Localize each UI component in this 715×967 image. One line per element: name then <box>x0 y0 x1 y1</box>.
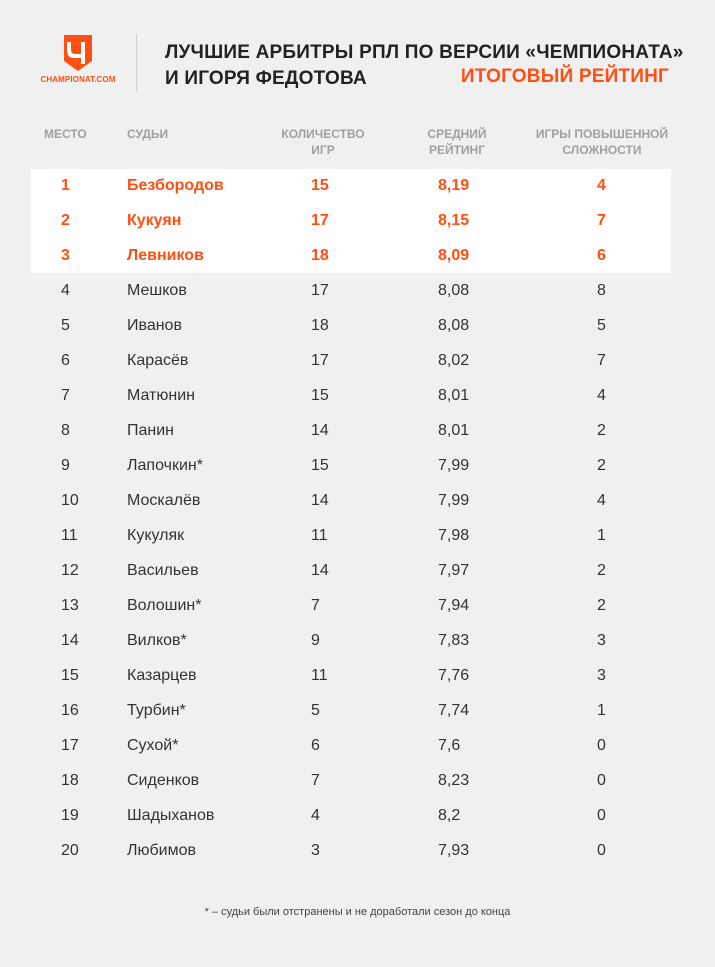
cell-games: 7 <box>311 772 320 789</box>
cell-rating: 8,23 <box>438 772 470 789</box>
cell-rating: 8,15 <box>438 212 470 229</box>
cell-judge: Волошин* <box>127 597 202 614</box>
championat-logo <box>40 34 116 84</box>
cell-hard-games: 2 <box>597 562 606 579</box>
cell-judge: Вилков* <box>127 632 187 649</box>
cell-hard-games: 4 <box>597 492 606 509</box>
cell-place: 6 <box>61 352 70 369</box>
cell-games: 18 <box>311 317 329 334</box>
table-row <box>0 658 715 693</box>
cell-judge: Турбин* <box>127 702 186 719</box>
cell-games: 15 <box>311 387 329 404</box>
cell-hard-games: 2 <box>597 597 606 614</box>
cell-games: 18 <box>311 247 329 264</box>
cell-hard-games: 8 <box>597 282 606 299</box>
table-row <box>0 728 715 763</box>
table-row <box>0 203 715 238</box>
cell-games: 6 <box>311 737 320 754</box>
table-row <box>0 413 715 448</box>
column-header-hard-games <box>530 126 674 158</box>
cell-rating: 7,74 <box>438 702 470 719</box>
cell-judge: Сухой* <box>127 737 179 754</box>
cell-judge: Москалёв <box>127 492 201 509</box>
cell-judge: Безбородов <box>127 177 224 194</box>
championat-logo-icon <box>61 34 95 72</box>
cell-rating: 7,93 <box>438 842 470 859</box>
cell-hard-games: 4 <box>597 177 606 194</box>
cell-hard-games: 0 <box>597 772 606 789</box>
cell-place: 9 <box>61 457 70 474</box>
cell-judge: Казарцев <box>127 667 197 684</box>
ratings-table <box>0 168 715 868</box>
cell-games: 14 <box>311 422 329 439</box>
cell-judge: Любимов <box>127 842 196 859</box>
column-header-games-line1: КОЛИЧЕСТВО <box>281 127 365 141</box>
column-header-games <box>272 126 374 158</box>
cell-games: 7 <box>311 597 320 614</box>
table-row <box>0 168 715 203</box>
cell-rating: 8,2 <box>438 807 461 824</box>
cell-judge: Лапочкин* <box>127 457 203 474</box>
table-row <box>0 763 715 798</box>
table-row <box>0 623 715 658</box>
cell-rating: 7,98 <box>438 527 470 544</box>
cell-hard-games: 3 <box>597 632 606 649</box>
table-row <box>0 518 715 553</box>
cell-judge: Иванов <box>127 317 182 334</box>
cell-rating: 7,83 <box>438 632 470 649</box>
column-header-games-line2: ИГР <box>311 143 335 157</box>
cell-hard-games: 1 <box>597 527 606 544</box>
cell-games: 3 <box>311 842 320 859</box>
cell-place: 3 <box>61 247 70 264</box>
cell-place: 19 <box>61 807 79 824</box>
cell-hard-games: 3 <box>597 667 606 684</box>
table-row <box>0 553 715 588</box>
cell-place: 13 <box>61 597 79 614</box>
cell-hard-games: 7 <box>597 212 606 229</box>
cell-games: 14 <box>311 562 329 579</box>
cell-rating: 8,09 <box>438 247 470 264</box>
cell-rating: 7,6 <box>438 737 461 754</box>
cell-place: 16 <box>61 702 79 719</box>
cell-place: 17 <box>61 737 79 754</box>
cell-games: 9 <box>311 632 320 649</box>
cell-hard-games: 0 <box>597 807 606 824</box>
cell-judge: Сиденков <box>127 772 200 789</box>
header-divider <box>136 34 137 92</box>
cell-hard-games: 0 <box>597 842 606 859</box>
cell-place: 18 <box>61 772 79 789</box>
table-row <box>0 343 715 378</box>
title-line-1: ЛУЧШИЕ АРБИТРЫ РПЛ ПО ВЕРСИИ «ЧЕМПИОНАТА» <box>165 42 684 63</box>
cell-hard-games: 1 <box>597 702 606 719</box>
table-row <box>0 588 715 623</box>
page-subtitle: ИТОГОВЫЙ РЕЙТИНГ <box>460 66 669 87</box>
cell-rating: 8,19 <box>438 177 470 194</box>
cell-place: 11 <box>61 527 78 544</box>
cell-place: 12 <box>61 562 79 579</box>
table-row <box>0 308 715 343</box>
column-header-hard-line2: СЛОЖНОСТИ <box>562 143 642 157</box>
cell-games: 11 <box>311 527 328 544</box>
table-row <box>0 833 715 868</box>
column-header-rating-line1: СРЕДНИЙ <box>427 127 487 141</box>
cell-hard-games: 0 <box>597 737 606 754</box>
cell-hard-games: 2 <box>597 422 606 439</box>
cell-games: 15 <box>311 177 329 194</box>
cell-rating: 8,02 <box>438 352 470 369</box>
table-row <box>0 273 715 308</box>
cell-games: 15 <box>311 457 329 474</box>
column-header-rating <box>412 126 502 158</box>
column-header-place: МЕСТО <box>44 127 87 141</box>
cell-rating: 7,94 <box>438 597 470 614</box>
column-header-hard-line1: ИГРЫ ПОВЫШЕННОЙ <box>535 127 669 141</box>
footnote: * – судьи были отстранены и не доработали сезон до конца <box>204 906 511 918</box>
cell-place: 5 <box>61 317 70 334</box>
cell-place: 2 <box>61 212 70 229</box>
cell-judge: Панин <box>127 422 175 439</box>
cell-judge: Карасёв <box>127 352 189 369</box>
cell-judge: Кукуляк <box>127 527 185 544</box>
table-row <box>0 483 715 518</box>
cell-games: 5 <box>311 702 320 719</box>
cell-judge: Мешков <box>127 282 187 299</box>
cell-judge: Левников <box>127 247 204 264</box>
logo-text: CHAMPIONAT.COM <box>40 75 116 84</box>
cell-place: 8 <box>61 422 70 439</box>
cell-place: 15 <box>61 667 79 684</box>
cell-place: 4 <box>61 282 70 299</box>
title-line-2: И ИГОРЯ ФЕДОТОВА <box>165 68 367 89</box>
cell-place: 7 <box>61 387 70 404</box>
cell-place: 20 <box>61 842 79 859</box>
table-row <box>0 693 715 728</box>
cell-rating: 7,99 <box>438 457 470 474</box>
cell-hard-games: 6 <box>597 247 606 264</box>
cell-place: 1 <box>61 177 70 194</box>
column-header-rating-line2: РЕЙТИНГ <box>428 143 486 157</box>
cell-hard-games: 5 <box>597 317 606 334</box>
cell-hard-games: 2 <box>597 457 606 474</box>
cell-judge: Матюнин <box>127 387 195 404</box>
cell-place: 10 <box>61 492 79 509</box>
cell-games: 17 <box>311 282 329 299</box>
cell-hard-games: 4 <box>597 387 606 404</box>
cell-games: 11 <box>311 667 328 684</box>
cell-rating: 7,99 <box>438 492 470 509</box>
cell-place: 14 <box>61 632 79 649</box>
cell-rating: 8,01 <box>438 387 470 404</box>
cell-hard-games: 7 <box>597 352 606 369</box>
cell-judge: Васильев <box>127 562 199 579</box>
table-row <box>0 238 715 273</box>
cell-rating: 8,01 <box>438 422 470 439</box>
column-header-judge: СУДЬИ <box>127 127 169 141</box>
cell-games: 4 <box>311 807 320 824</box>
cell-rating: 8,08 <box>438 317 470 334</box>
cell-judge: Шадыханов <box>127 807 215 824</box>
table-row <box>0 378 715 413</box>
cell-rating: 7,76 <box>438 667 470 684</box>
cell-games: 17 <box>311 352 329 369</box>
cell-rating: 7,97 <box>438 562 470 579</box>
cell-games: 17 <box>311 212 329 229</box>
table-row <box>0 798 715 833</box>
cell-judge: Кукуян <box>127 212 182 229</box>
cell-games: 14 <box>311 492 329 509</box>
cell-rating: 8,08 <box>438 282 470 299</box>
table-row <box>0 448 715 483</box>
